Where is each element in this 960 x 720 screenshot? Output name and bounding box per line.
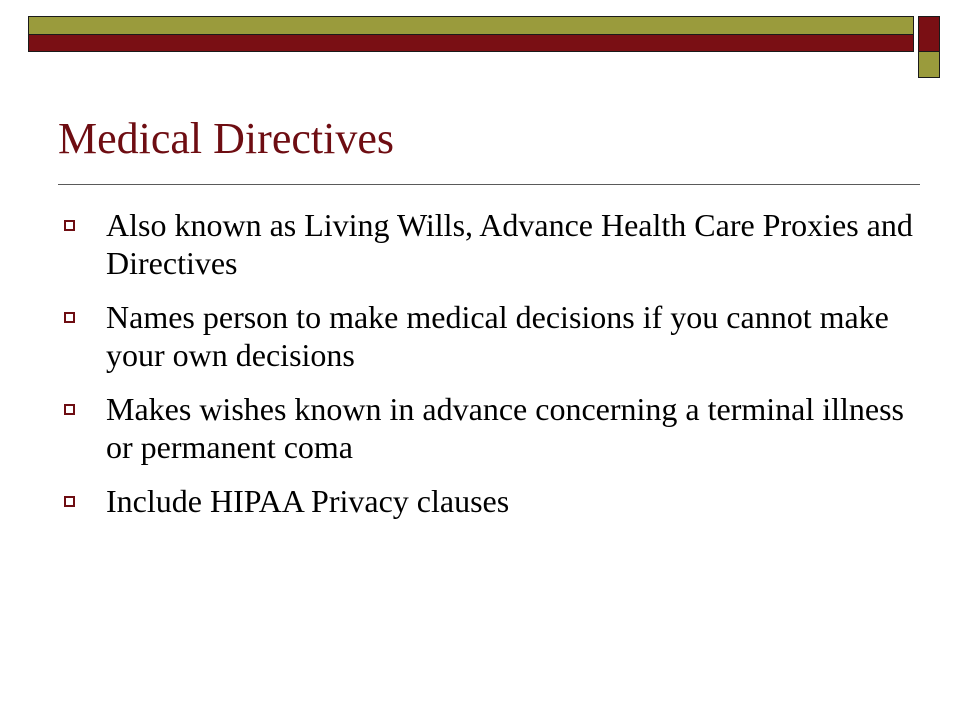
bullet-item [60, 298, 920, 374]
slide-title: Medical Directives [58, 114, 394, 163]
bullet-text: Include HIPAA Privacy clauses [106, 483, 510, 519]
header-decorative-band [28, 16, 914, 52]
bullet-text: Also known as Living Wills, Advance Health Care Proxies and Directives [106, 207, 913, 281]
hollow-square-bullet-icon [64, 312, 75, 323]
corner-decorative-block [918, 16, 940, 78]
hollow-square-bullet-icon [64, 496, 75, 507]
corner-olive-square [918, 52, 940, 78]
bullet-item [60, 390, 920, 466]
bullet-item [60, 482, 920, 520]
hollow-square-bullet-icon [64, 220, 75, 231]
bullet-text: Names person to make medical decisions if you cannot make your own decisions [106, 299, 889, 373]
header-olive-strip [29, 17, 913, 35]
title-divider [58, 184, 920, 185]
bullet-item [60, 206, 920, 282]
corner-maroon-square [918, 16, 940, 52]
bullet-list [60, 206, 920, 536]
bullet-text: Makes wishes known in advance concerning a terminal illness or permanent coma [106, 391, 904, 465]
hollow-square-bullet-icon [64, 404, 75, 415]
